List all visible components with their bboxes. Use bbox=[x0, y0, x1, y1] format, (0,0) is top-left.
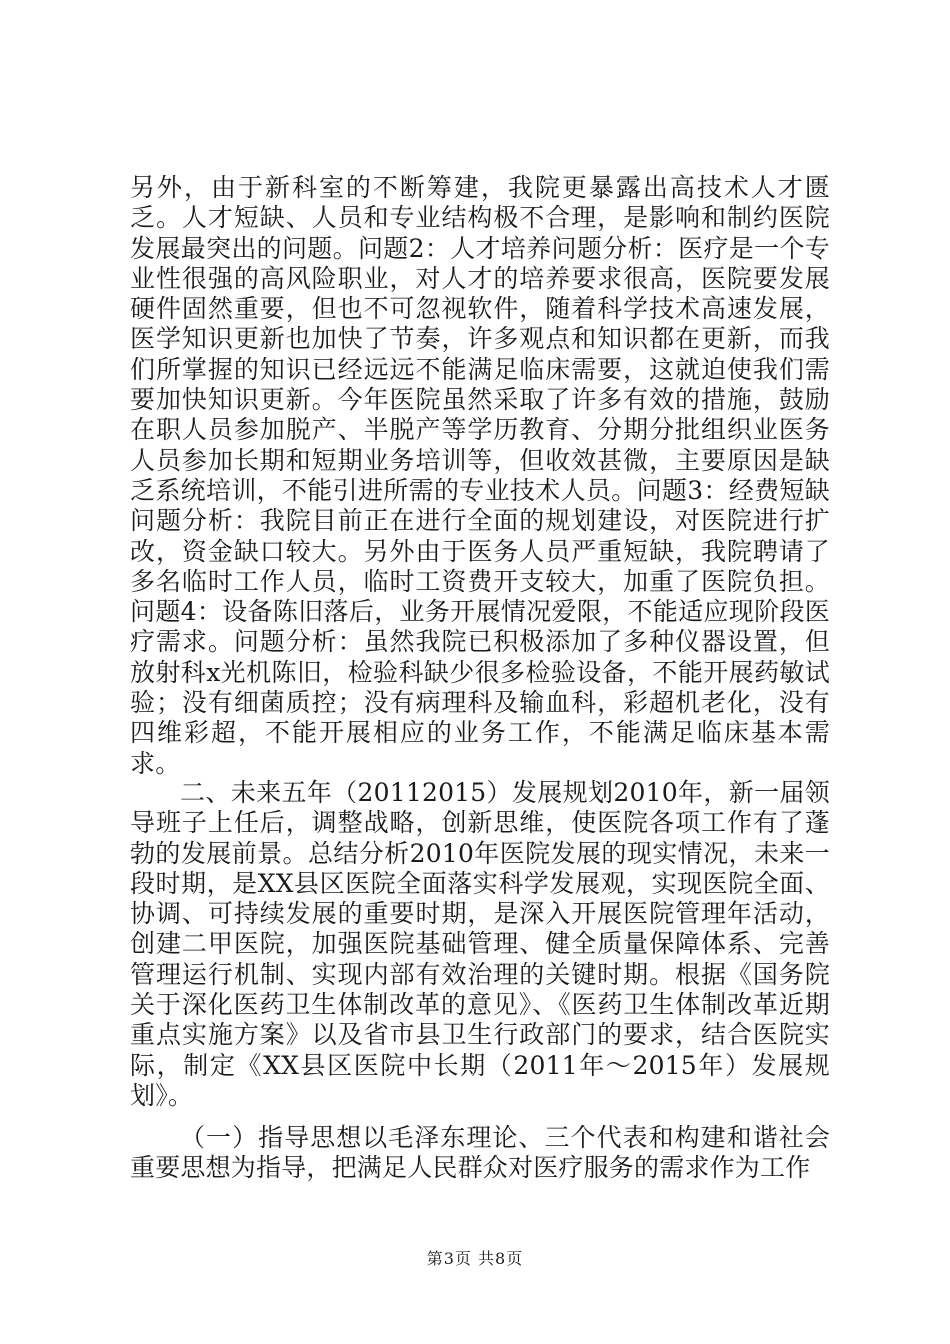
paragraph-talent-funding-equipment-issues: 另外，由于新科室的不断筹建，我院更暴露出高技术人才匮乏。人才短缺、人员和专业结构极不合理，是影响和制约医院发展最突出的问题。问题2：人才培养问题分析：医疗是一个专业性很强的高风险职业，对人才的培养要求很高，医院要发展硬件固然重要，但也不可忽视软件，随着科学技术高速发展，医学知识更新也加快了节奏，许多观点和知识都在更新，而我们所掌握的知识已经远远不能满足临床需要，这就迫使我们需要加快知识更新。今年医院虽然采取了许多有效的措施，鼓励在职人员参加脱产、半脱产等学历教育、分期分批组织业医务人员参加长期和短期业务培训等，但收效甚微，主要原因是缺乏系统培训，不能引进所需的专业技术人员。问题3：经费短缺问题分析：我院目前正在进行全面的规划建设，对医院进行扩改，资金缺口较大。另外由于医务人员严重短缺，我院聘请了多名临时工作人员，临时工资费开支较大，加重了医院负担。问题4：设备陈旧落后，业务开展情况爱限，不能适应现阶段医疗需求。问题分析：虽然我院已积极添加了多种仪器设置，但放射科x光机陈旧，检验科缺少很多检验设备，不能开展药敏试验；没有细菌质控；没有病理科及输血科，彩超机老化，没有四维彩超，不能开展相应的业务工作，不能满足临床基本需求。 bbox=[130, 173, 830, 778]
paragraph-guiding-ideology: （一）指导思想以毛泽东理论、三个代表和构建和谐社会重要思想为指导，把满足人民群众对医疗服务的需求作为工作 bbox=[130, 1123, 830, 1183]
paragraph-five-year-plan: 二、未来五年（20112015）发展规划2010年，新一届领导班子上任后，调整战略，创新思维，使医院各项工作有了蓬勃的发展前景。总结分析2010年医院发展的现实情况，未来一段时期，是XX县区医院全面落实科学发展观，实现医院全面、协调、可持续发展的重要时期，是深入开展医院管理年活动，创建二甲医院，加强医院基础管理、健全质量保障体系、完善管理运行机制、实现内部有效治理的关键时期。根据《国务院关于深化医药卫生体制改革的意见》、《医药卫生体制改革近期重点实施方案》以及省市县卫生行政部门的要求，结合医院实际，制定《XX县区医院中长期（2011年～2015年）发展规划》。 bbox=[130, 778, 830, 1110]
page-footer: 第3页 共8页 bbox=[426, 1249, 524, 1268]
